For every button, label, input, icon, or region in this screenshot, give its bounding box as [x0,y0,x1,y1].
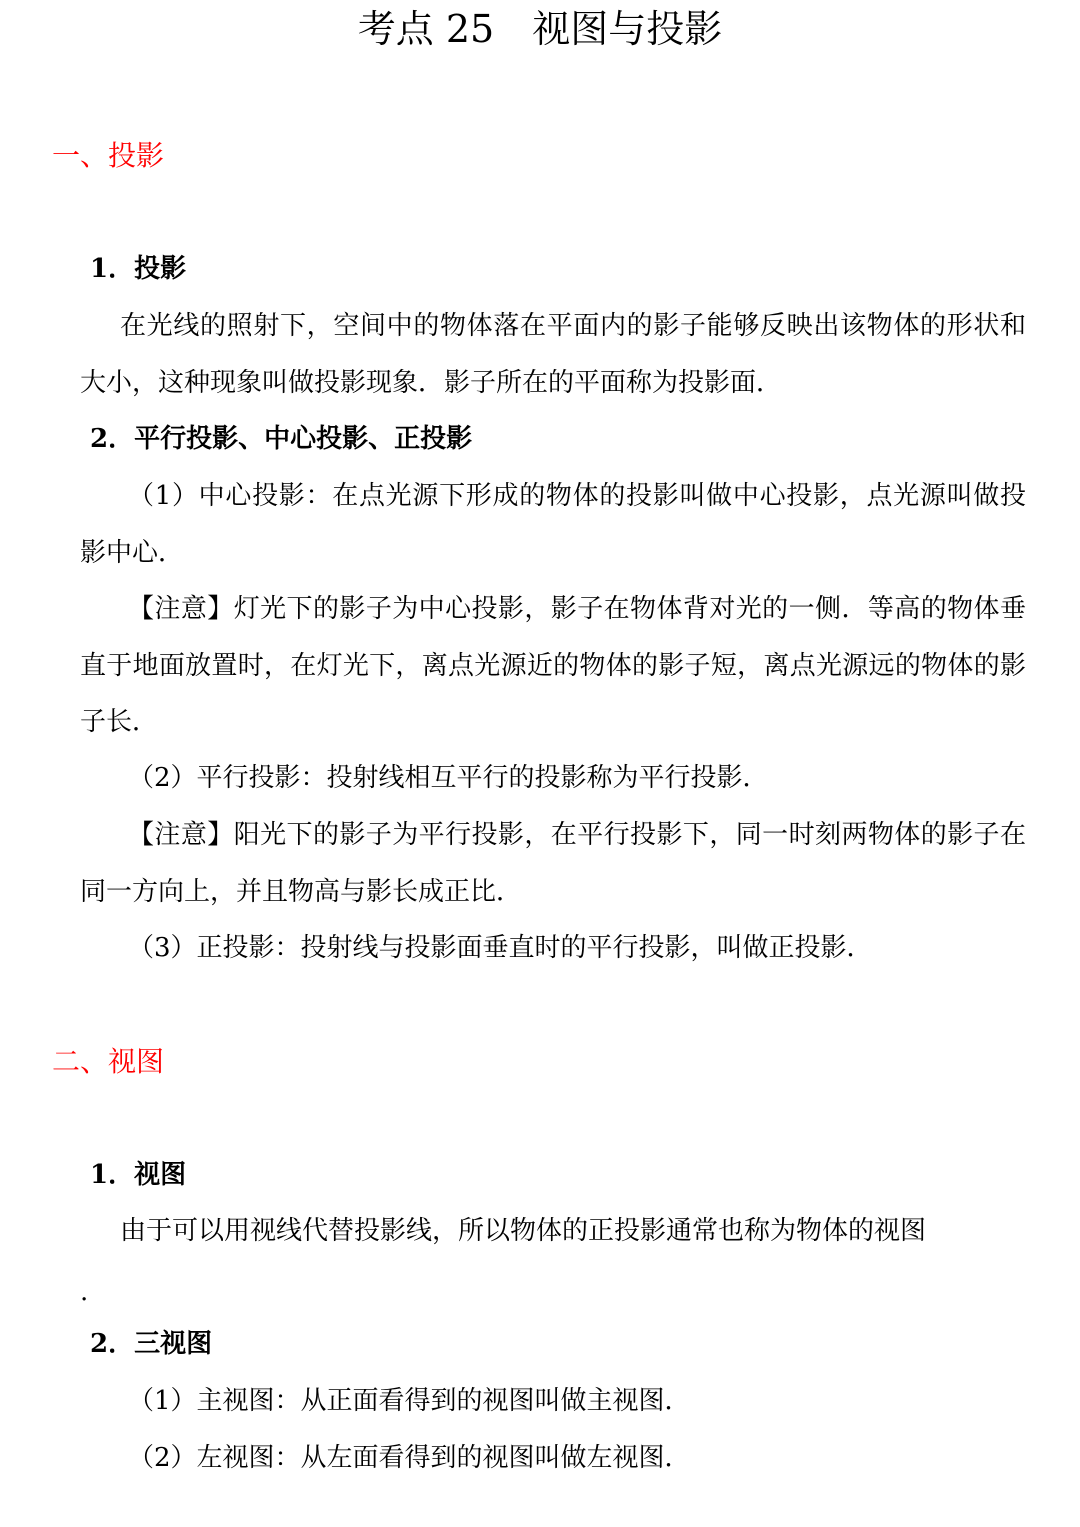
item-heading-view: 1．视图 [90,1160,187,1190]
paragraph-view-definition-end: . [80,1277,89,1307]
item-heading-projection-types: 2．平行投影、中心投影、正投影 [90,424,473,454]
paragraph-view-definition: 由于可以用视线代替投影线，所以物体的正投影通常也称为物体的视图 [120,1216,927,1246]
section-heading-projection: 一、投影 [52,139,165,172]
paragraph-projection-definition: 在光线的照射下，空间中的物体落在平面内的影子能够反映出该物体的形状和大小，这种现象叫做投影现象．影子所在的平面称为投影面． [80,311,1026,398]
paragraph-left-view: （2）左视图：从左面看得到的视图叫做左视图． [128,1443,691,1473]
item-heading-projection: 1．投影 [90,254,187,284]
item-heading-three-views: 2．三视图 [90,1329,213,1359]
section-heading-views: 二、视图 [52,1045,165,1078]
page-title: 考点 25 视图与投影 [357,7,723,51]
paragraph-parallel-projection-note: 【注意】阳光下的影子为平行投影，在平行投影下，同一时刻两物体的影子在同一方向上，并且物高与影长成正比． [80,820,1026,907]
paragraph-central-projection-note: 【注意】灯光下的影子为中心投影，影子在物体背对光的一侧．等高的物体垂直于地面放置时，在灯光下，离点光源近的物体的影子短，离点光源远的物体的影子长． [80,594,1026,737]
paragraph-orthographic-projection: （3）正投影：投射线与投影面垂直时的平行投影，叫做正投影． [128,933,873,963]
paragraph-parallel-projection: （2）平行投影：投射线相互平行的投影称为平行投影． [128,763,769,793]
paragraph-front-view: （1）主视图：从正面看得到的视图叫做主视图． [128,1386,691,1416]
paragraph-central-projection: （1）中心投影：在点光源下形成的物体的投影叫做中心投影，点光源叫做投影中心． [80,481,1026,568]
